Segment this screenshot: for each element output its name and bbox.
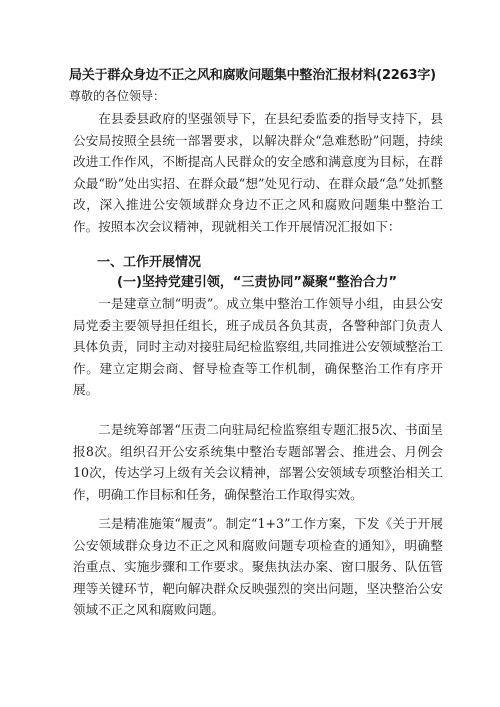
subsection-heading: (一)坚持党建引领，“三责协同”凝聚“整治合力”	[117, 275, 398, 290]
document-title: 局关于群众身边不正之风和腐败问题集中整治汇报材料(2263字)	[69, 68, 436, 83]
paragraph-text: 二是统筹部署“压责二向驻局纪检监察组专题汇报5次、书面呈报8次。组织召开公安系统集中整治专题部署会、推进会、月例会10次，传达学习上级有关会议精神，部署公安领域专项整治相关工作，明确工作目标和任务，确保整治工作取得实效。	[73, 422, 443, 502]
paragraph-2	[73, 419, 443, 505]
paragraph-intro	[73, 108, 443, 238]
paragraph-text: 三是精准施策“履责”。制定“1+3”工作方案，下发《关于开展公安领域群众身边不正之风和腐败问题专项检查的通知》，明确整治重点、实施步骤和工作要求。聚焦执法办案、窗口服务、队伍管理等关键环节，靶向解决群众反映强烈的突出问题，坚决整治公安领域不正之风和腐败问题。	[73, 516, 443, 618]
section-heading: 一、工作开展情况	[97, 255, 202, 270]
greeting: 尊敬的各位领导：	[69, 89, 166, 103]
paragraph-text: 在县委县政府的坚强领导下，在县纪委监委的指导支持下，县公安局按照全县统一部署要求，以解决群众“急难愁盼”问题，持续改进工作作风，不断提高人民群众的安全感和满意度为目标，在群众最“盼”处出实招、在群众最“想”处见行动、在群众最“急”处抓整改，深入推进公安领域群众身边不正之风和腐败问题集中整治工作。按照本次会议精神，现就相关工作开展情况汇报如下：	[73, 111, 443, 234]
paragraph-text: 一是建章立制“明责”。成立集中整治工作领导小组，由县公安局党委主要领导担任组长，班子成员各负其责，各警种部门负责人具体负责，同时主动对接驻局纪检监察组,共同推进公安领域整治工作。建立定期会商、督导检查等工作机制，确保整治工作有序开展。	[73, 296, 443, 398]
paragraph-3	[73, 513, 443, 621]
paragraph-1	[73, 293, 443, 401]
